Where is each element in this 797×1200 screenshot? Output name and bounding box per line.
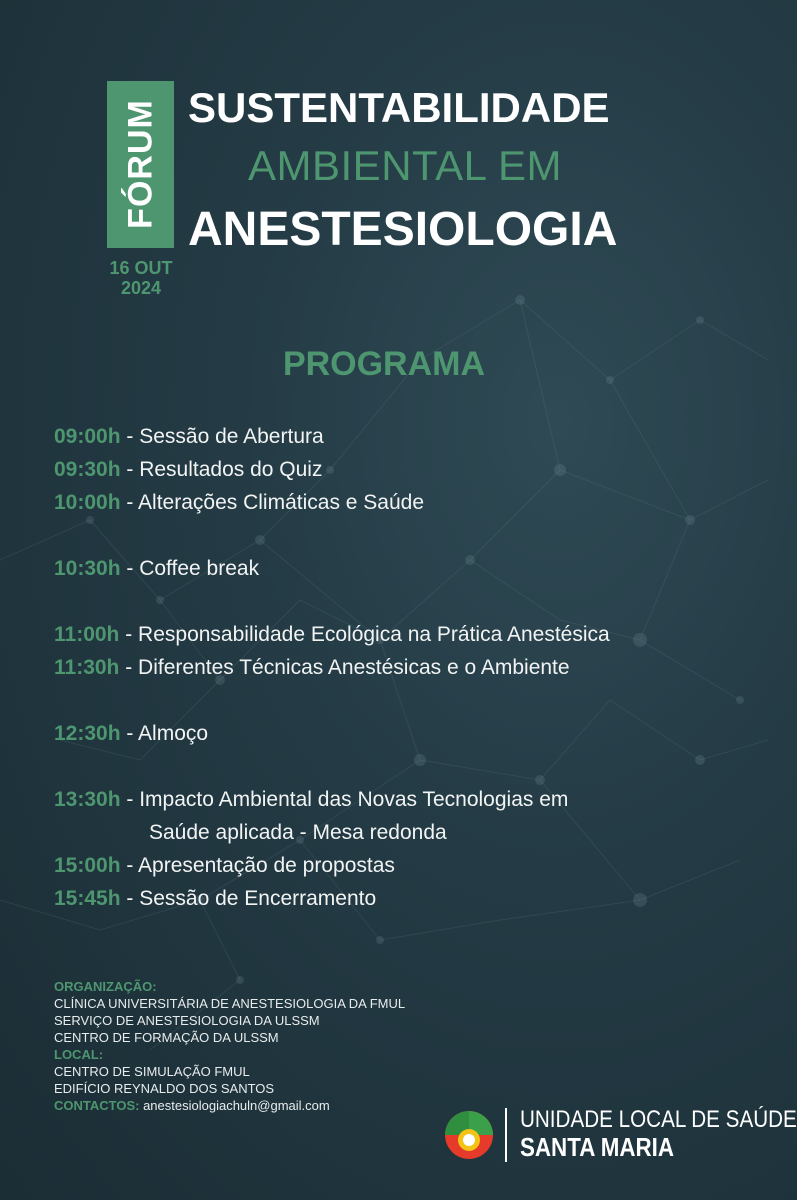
schedule-item [54, 486, 610, 519]
event-info [54, 978, 405, 1114]
schedule-text-continuation: Saúde aplicada - Mesa redonda [149, 821, 447, 844]
organization-line: CENTRO DE FORMAÇÃO DA ULSSM [54, 1030, 279, 1045]
schedule-item [54, 651, 610, 684]
schedule-time: 15:00h [54, 854, 121, 877]
organization-label: ORGANIZAÇÃO: [54, 979, 157, 994]
schedule-text: - Almoço [120, 722, 209, 745]
schedule-text: - Diferentes Técnicas Anestésicas e o Ambiente [119, 656, 570, 679]
schedule-time: 10:00h [54, 491, 121, 514]
schedule-item [54, 453, 610, 486]
schedule-text: - Responsabilidade Ecológica na Prática Anestésica [119, 623, 610, 646]
schedule-item [54, 717, 610, 750]
event-date-day: 16 OUT [109, 258, 173, 278]
schedule-spacer [54, 684, 610, 717]
logo-text-line-1: UNIDADE LOCAL DE SAÚDE [520, 1106, 797, 1133]
logo-text-line-2: SANTA MARIA [520, 1132, 675, 1162]
title-line-3: ANESTESIOLOGIA [188, 203, 618, 256]
organization-line: CLÍNICA UNIVERSITÁRIA DE ANESTESIOLOGIA DA FMUL [54, 996, 406, 1011]
organization-line: SERVIÇO DE ANESTESIOLOGIA DA ULSSM [54, 1013, 320, 1028]
schedule-text: - Coffee break [120, 557, 260, 580]
schedule-time: 11:30h [54, 656, 120, 679]
schedule-time: 10:30h [54, 557, 121, 580]
logo-divider [505, 1108, 507, 1162]
schedule-text: - Apresentação de propostas [120, 854, 395, 877]
schedule-item [54, 783, 610, 816]
schedule-item [54, 849, 610, 882]
forum-badge-label: FÓRUM [121, 99, 160, 229]
schedule-spacer [54, 519, 610, 552]
schedule-item [54, 420, 610, 453]
ulssm-logo-icon [444, 1110, 494, 1160]
location-label: LOCAL: [54, 1047, 104, 1062]
contact-email: anestesiologiachuln@gmail.com [139, 1098, 330, 1113]
schedule-spacer [54, 750, 610, 783]
schedule-text: - Sessão de Abertura [120, 425, 324, 448]
location-line: CENTRO DE SIMULAÇÃO FMUL [54, 1064, 250, 1079]
schedule-time: 09:30h [54, 458, 121, 481]
program-schedule [54, 420, 610, 915]
title-line-2: AMBIENTAL EM [248, 142, 563, 189]
title-line-1: SUSTENTABILIDADE [188, 84, 610, 131]
schedule-item [54, 552, 610, 585]
program-heading: PROGRAMA [282, 345, 486, 383]
schedule-time: 11:00h [54, 623, 120, 646]
event-date-year: 2024 [120, 278, 162, 298]
schedule-item [54, 882, 610, 915]
event-date [98, 258, 184, 298]
contacts-row [54, 1097, 405, 1114]
location-line: EDIFÍCIO REYNALDO DOS SANTOS [54, 1081, 275, 1096]
schedule-text: - Impacto Ambiental das Novas Tecnologias em [120, 788, 569, 811]
schedule-time: 15:45h [54, 887, 121, 910]
schedule-spacer [54, 585, 610, 618]
schedule-time: 12:30h [54, 722, 121, 745]
schedule-time: 13:30h [54, 788, 121, 811]
schedule-text: - Resultados do Quiz [120, 458, 323, 481]
schedule-text: - Alterações Climáticas e Saúde [120, 491, 425, 514]
schedule-text: - Sessão de Encerramento [120, 887, 377, 910]
contacts-label: CONTACTOS: [54, 1098, 140, 1113]
schedule-item [54, 618, 610, 651]
schedule-time: 09:00h [54, 425, 121, 448]
